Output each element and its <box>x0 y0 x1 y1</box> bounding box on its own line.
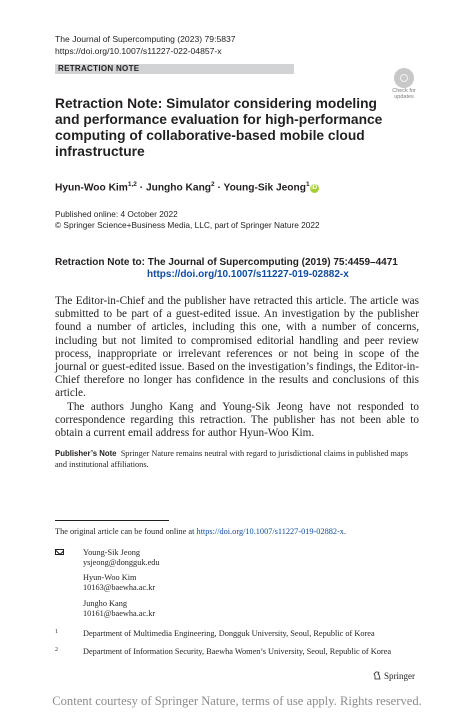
contact-email[interactable]: 10163@baewha.ac.kr <box>83 583 156 593</box>
journal-citation <box>55 33 236 57</box>
check-updates-icon <box>394 68 414 88</box>
orcid-icon[interactable]: iD <box>311 185 318 192</box>
contact-block <box>83 599 155 620</box>
badge-line1: Check for <box>392 88 416 94</box>
content-courtesy-notice: Content courtesy of Springer Nature, terms of use apply. Rights reserved. <box>52 694 422 708</box>
affiliation-text: Department of Multimedia Engineering, Dongguk University, Seoul, Republic of Korea <box>83 629 375 638</box>
article-title: Retraction Note: Simulator considering modeling and performance evaluation for high-performance computing of collaborative-based mobile cloud infrastructure <box>55 96 383 159</box>
author-name[interactable]: Young-Sik Jeong <box>223 182 306 194</box>
original-article-footnote <box>55 527 346 538</box>
author-list <box>55 178 435 194</box>
article-type-band <box>55 64 294 74</box>
footnote-divider <box>55 520 169 521</box>
author-affil-sup: 1 <box>305 181 310 188</box>
affiliation-text: Department of Information Security, Baewha Women’s University, Seoul, Republic of Korea <box>83 647 392 656</box>
springer-horse-icon <box>373 671 381 680</box>
contact-block <box>83 573 155 594</box>
author-separator: · <box>136 182 146 194</box>
retraction-note-citation: Retraction Note to: The Journal of Supercomputing (2019) 75:4459–4471 <box>55 257 398 268</box>
envelope-icon <box>55 549 64 555</box>
original-suffix: . <box>343 527 347 536</box>
springer-logo <box>373 671 415 682</box>
affiliation-number: 1 <box>55 629 58 635</box>
author-separator: · <box>214 182 224 194</box>
affiliation-number: 2 <box>55 647 58 653</box>
publishers-note-label: Publisher’s Note <box>55 449 117 458</box>
contact-name: Young-Sik Jeong <box>83 548 141 557</box>
publishers-note-text: Springer Nature remains neutral with regard to jurisdictional claims in published maps and institutional affiliations. <box>55 449 409 469</box>
article-body <box>55 295 419 440</box>
body-paragraph: The authors Jungho Kang and Young-Sik Jeong have not responded to correspondence regarding this retraction. The publisher has not been able to obtain a current email address for author Hyun-Woo Kim. <box>55 400 419 440</box>
contact-name: Jungho Kang <box>83 599 128 608</box>
body-paragraph: The Editor-in-Chief and the publisher have retracted this article. The article was submitted to be part of a guest-edited issue. An investigation by the publisher found a number of articles, including this one, with a number of concerns, including but not limited to compromised editorial handling and peer review process, inappropriate or irrelevant references or not being in scope of the journal or guest-edited issue. Based on the investigation’s findings, the Editor-in-Chief therefore no longer has confidence in the results and conclusions of this article. <box>55 295 419 400</box>
springer-logo-text: Springer <box>384 671 415 681</box>
publication-info <box>55 209 320 230</box>
contact-name: Hyun-Woo Kim <box>83 573 137 582</box>
retraction-note-heading <box>55 257 435 281</box>
published-date: Published online: 4 October 2022 <box>55 209 178 219</box>
article-type-label: RETRACTION NOTE <box>58 64 140 73</box>
contact-email[interactable]: 10161@baewha.ac.kr <box>83 609 156 619</box>
contact-block <box>83 548 160 569</box>
author-name[interactable]: Hyun-Woo Kim <box>55 182 128 194</box>
badge-line2: updates <box>394 94 414 100</box>
author-affil-sup: 1,2 <box>127 181 137 188</box>
original-article-link[interactable]: https://doi.org/10.1007/s11227-019-02882-x <box>196 527 344 536</box>
author-name[interactable]: Jungho Kang <box>145 182 212 194</box>
contact-email[interactable]: ysjeong@dongguk.edu <box>83 558 160 568</box>
journal-citation-line: The Journal of Supercomputing (2023) 79:5837 <box>55 34 236 44</box>
publishers-note <box>55 449 419 470</box>
retraction-note-doi-link[interactable]: https://doi.org/10.1007/s11227-019-02882-x <box>147 269 349 280</box>
copyright-line: © Springer Science+Business Media, LLC, part of Springer Nature 2022 <box>55 219 320 230</box>
journal-doi[interactable]: https://doi.org/10.1007/s11227-022-04857-x <box>55 46 222 56</box>
check-for-updates-badge[interactable] <box>388 68 420 102</box>
original-prefix: The original article can be found online at <box>55 527 197 536</box>
author-affil-sup: 2 <box>211 181 215 188</box>
